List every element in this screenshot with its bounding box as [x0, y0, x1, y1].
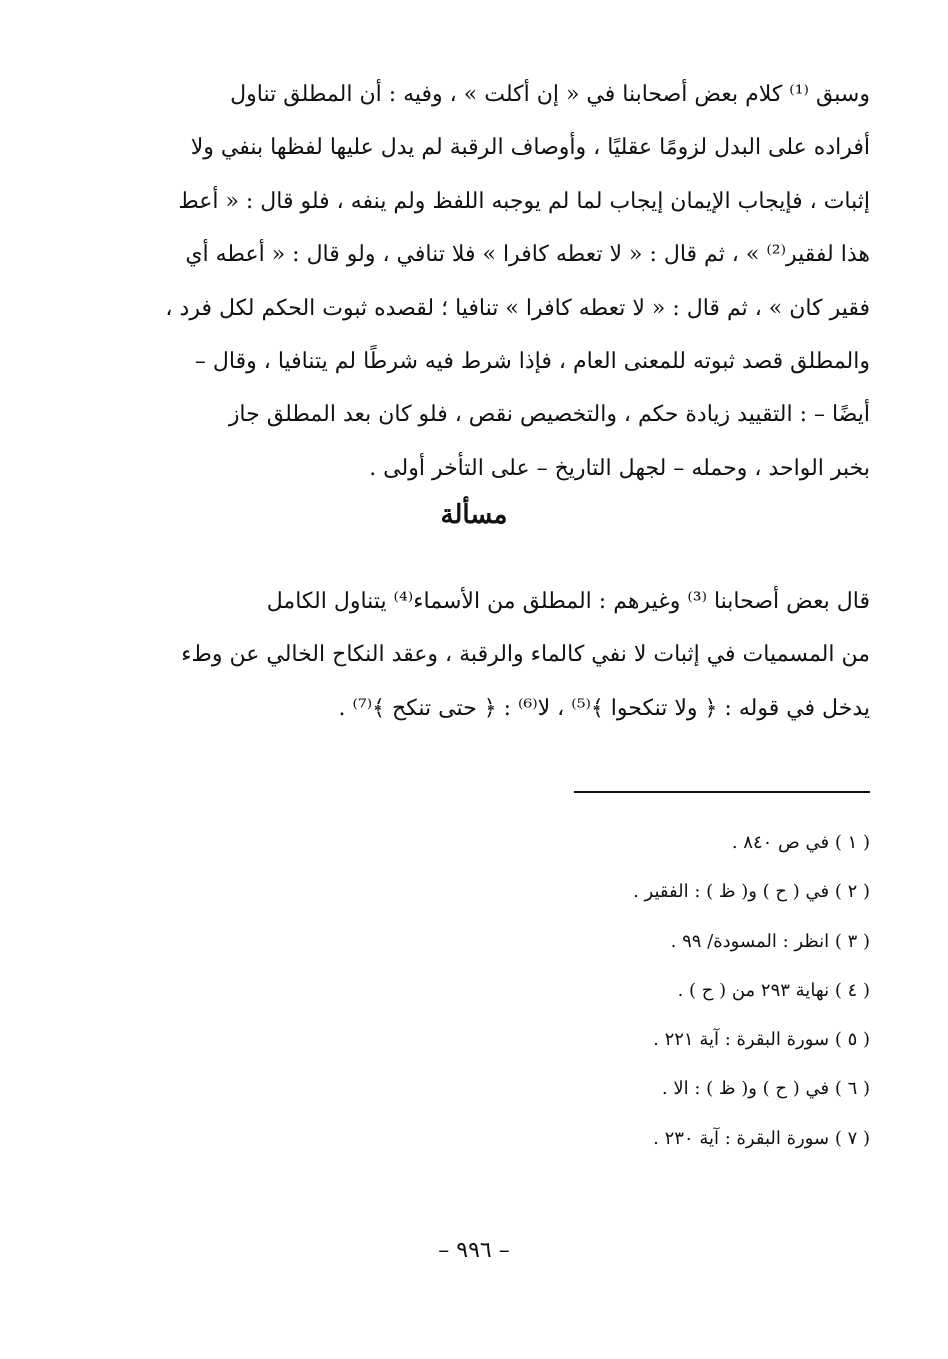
section-heading: مسألة	[440, 500, 508, 530]
footnote: ( ٢ ) في ( ح ) و( ظ ) : الفقير .	[633, 881, 870, 903]
paragraph-2	[138, 575, 870, 735]
footnote: ( ٦ ) في ( ح ) و( ظ ) : الا .	[661, 1078, 870, 1100]
text-line: قال بعض أصحابنا ⁽³⁾ وغيرهم : المطلق من الأسماء⁽⁴⁾ يتناول الكامل	[266, 589, 870, 614]
footnote: ( ١ ) في ص ٨٤٠ .	[731, 832, 870, 853]
text-line: هذا لفقير⁽²⁾ » ، ثم قال : « لا تعطه كافرا » فلا تنافي ، ولو قال : « أعطه أي	[185, 242, 870, 268]
text-line: والمطلق قصد ثبوته للمعنى العام ، فإذا شرط فيه شرطًا لم يتنافيا ، وقال –	[194, 349, 870, 375]
text-line: أفراده على البدل لزومًا عقليًا ، وأوصاف الرقبة لم يدل عليها لفظها بنفي ولا	[190, 135, 870, 161]
footnote: ( ٥ ) سورة البقرة : آية ٢٢١ .	[653, 1029, 870, 1051]
text-line: يدخل في قوله : ﴿ ولا تنكحوا ﴾⁽⁵⁾ ، لا⁽⁶⁾ : ﴿ حتى تنكح ﴾⁽⁷⁾ .	[338, 695, 870, 721]
text-line: إثبات ، فإيجاب الإيمان إيجاب لما لم يوجبه اللفظ ولم ينفه ، فلو قال : « أعط	[178, 188, 870, 214]
text-line: بخبر الواحد ، وحمله – لجهل التاريخ – على التأخر أولى .	[369, 455, 870, 481]
page-number: – ٩٩٦ –	[438, 1238, 510, 1263]
footnote: ( ٤ ) نهاية ٢٩٣ من ( ح ) .	[677, 979, 870, 1001]
text-line: أيضًا – : التقييد زيادة حكم ، والتخصيص نقص ، فلو كان بعد المطلق جاز	[228, 402, 870, 428]
text-line: فقير كان » ، ثم قال : « لا تعطه كافرا » تنافيا ؛ لقصده ثبوت الحكم لكل فرد ،	[165, 295, 870, 321]
paragraph-1	[138, 68, 870, 495]
footnote: ( ٧ ) سورة البقرة : آية ٢٣٠ .	[653, 1127, 870, 1149]
footnote: ( ٣ ) انظر : المسودة/ ٩٩ .	[670, 930, 870, 952]
text-line: وسبق ⁽¹⁾ كلام بعض أصحابنا في « إن أكلت » ، وفيه : أن المطلق تناول	[230, 82, 870, 107]
text-line: من المسميات في إثبات لا نفي كالماء والرقبة ، وعقد النكاح الخالي عن وطء	[181, 642, 870, 668]
footnotes	[633, 818, 870, 1163]
footnote-divider	[574, 791, 870, 793]
